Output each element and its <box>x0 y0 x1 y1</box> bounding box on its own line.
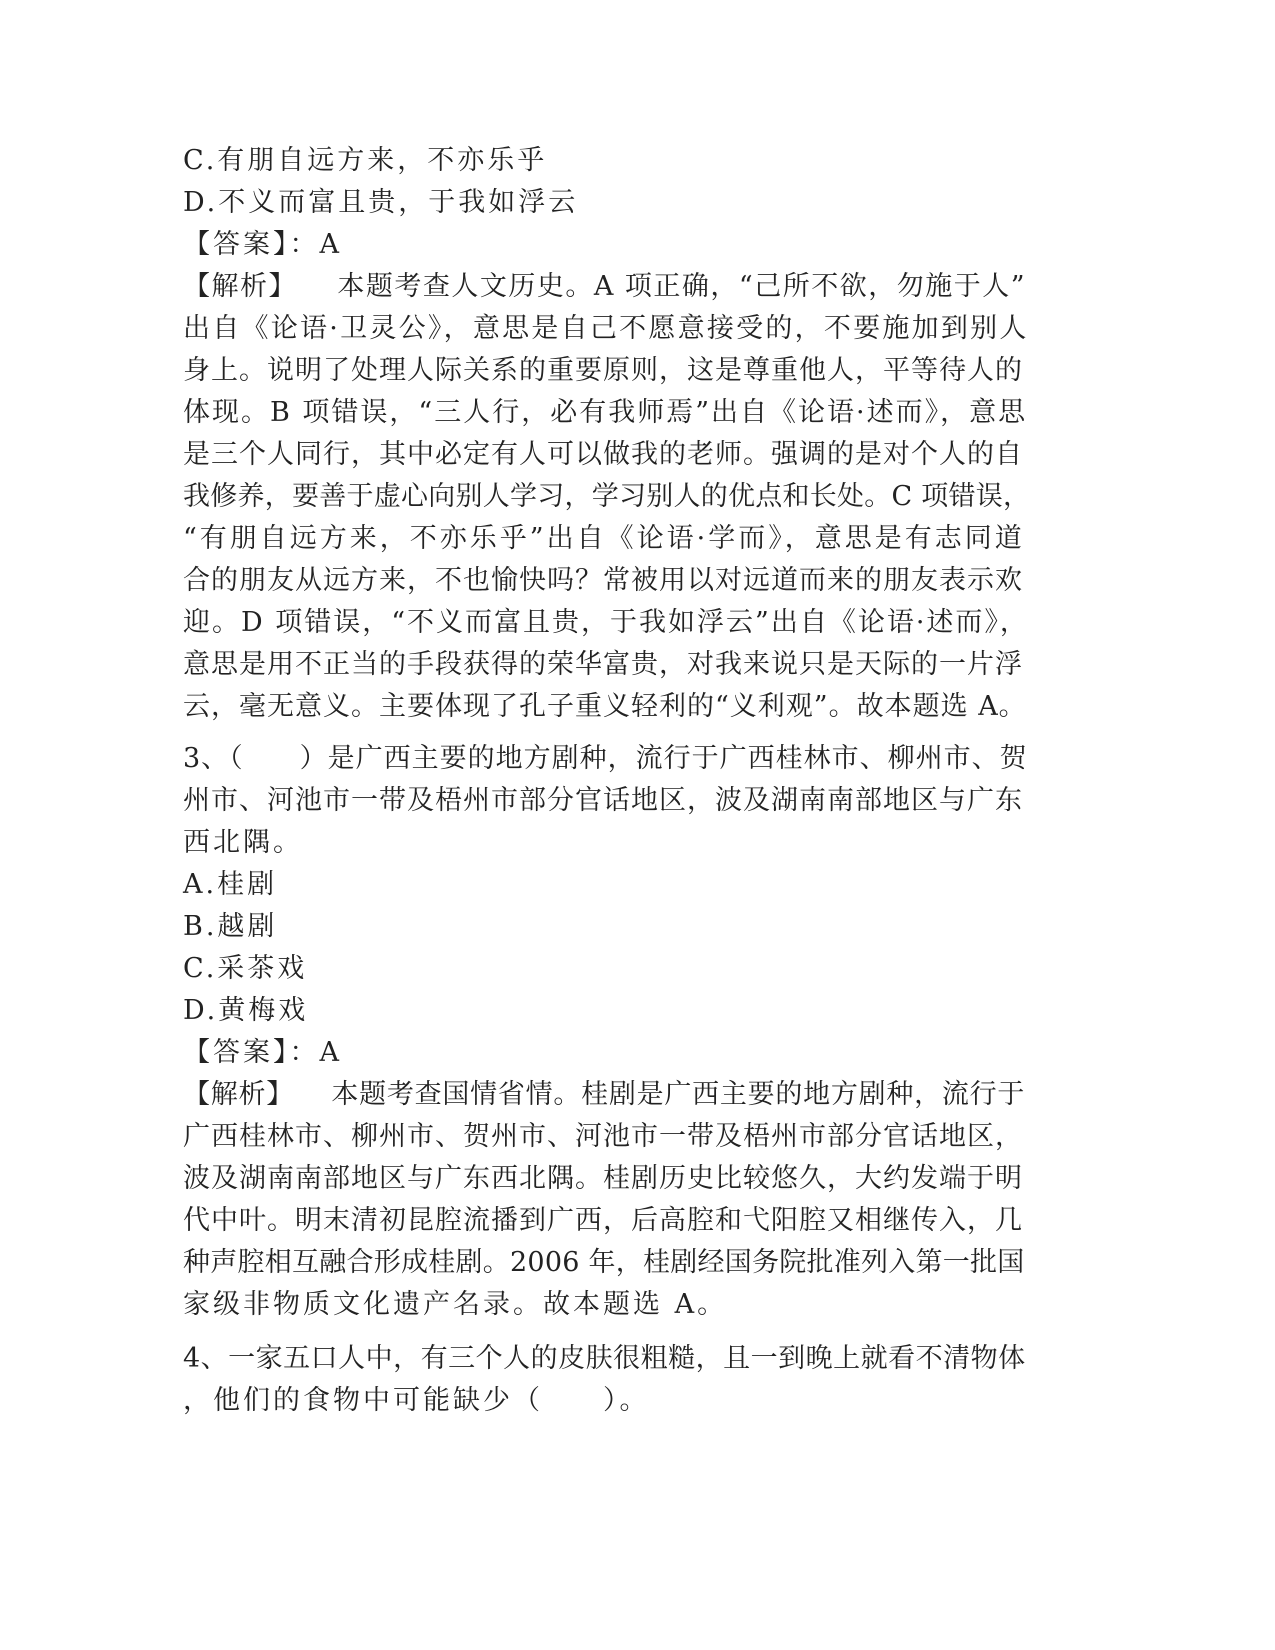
q3-analysis-first-line <box>183 1077 1025 1113</box>
q3-option-b: B.越剧 <box>183 911 278 942</box>
q3-analysis-line: 波及湖南南部地区与广东西北隅。桂剧历史比较悠久，大约发端于明 <box>183 1163 1023 1194</box>
analysis-text: 本题考查人文历史。A 项正确，“己所不欲，勿施于人” <box>337 271 1027 302</box>
q2-option-c: C.有朋自远方来，不亦乐乎 <box>183 145 548 176</box>
q2-analysis-line: 是三个人同行，其中必定有人可以做我的老师。强调的是对个人的自 <box>183 439 1023 470</box>
q2-answer <box>183 227 342 263</box>
q3-stem-line: 3、（ ）是广西主要的地方剧种，流行于广西桂林市、柳州市、贺 <box>183 743 1028 774</box>
analysis-tag: 【解析】 <box>183 271 297 302</box>
q2-option-d: D.不义而富且贵，于我如浮云 <box>183 187 579 218</box>
q3-stem-line: 州市、河池市一带及梧州市部分官话地区，波及湖南南部地区与广东 <box>183 785 1023 816</box>
q3-analysis-line: 家级非物质文化遗产名录。故本题选 A。 <box>183 1289 728 1320</box>
q2-analysis-line: 我修养，要善于虚心向别人学习，学习别人的优点和长处。C 项错误， <box>183 481 1031 512</box>
answer-tag: 【答案】 <box>183 1037 290 1068</box>
q2-analysis-line: “有朋自远方来，不亦乐乎”出自《论语·学而》，意思是有志同道 <box>183 523 1025 554</box>
q2-analysis-line: 体现。B 项错误，“三人行，必有我师焉”出自《论语·述而》，意思 <box>183 397 1028 428</box>
q3-analysis-line: 广西桂林市、柳州市、贺州市、河池市一带及梧州市部分官话地区， <box>183 1121 1023 1152</box>
answer-value: ：A <box>289 229 342 260</box>
q2-analysis-line: 出自《论语·卫灵公》，意思是自己不愿意接受的，不要施加到别人 <box>183 313 1029 344</box>
answer-tag: 【答案】 <box>183 229 290 260</box>
q2-analysis-first-line <box>183 269 1026 305</box>
q3-stem-line: 西北隅。 <box>183 827 303 858</box>
answer-value: ：A <box>289 1037 342 1068</box>
q2-analysis-line: 云，毫无意义。主要体现了孔子重义轻利的“义利观”。故本题选 A。 <box>183 691 1027 722</box>
q3-option-d: D.黄梅戏 <box>183 995 309 1026</box>
q2-analysis-line: 迎。D 项错误，“不义而富且贵，于我如浮云”出自《论语·述而》， <box>183 607 1029 638</box>
q2-analysis-line: 意思是用不正当的手段获得的荣华富贵，对我来说只是天际的一片浮 <box>183 649 1023 680</box>
q2-analysis-line: 身上。说明了处理人际关系的重要原则，这是尊重他人，平等待人的 <box>183 355 1023 386</box>
q3-answer <box>183 1035 342 1071</box>
q3-analysis-line: 种声腔相互融合形成桂剧。2006 年，桂剧经国务院批准列入第一批国 <box>183 1247 1025 1278</box>
analysis-tag: 【解析】 <box>183 1079 294 1110</box>
q3-option-c: C.采茶戏 <box>183 953 308 984</box>
q2-analysis-line: 合的朋友从远方来，不也愉快吗？常被用以对远道而来的朋友表示欢 <box>183 565 1023 596</box>
q4-stem-line: ，他们的食物中可能缺少（ ）。 <box>183 1385 650 1416</box>
analysis-text: 本题考查国情省情。桂剧是广西主要的地方剧种，流行于 <box>331 1079 1026 1110</box>
q3-analysis-line: 代中叶。明末清初昆腔流播到广西，后高腔和弋阳腔又相继传入，几 <box>183 1205 1023 1236</box>
q3-option-a: A.桂剧 <box>183 869 278 900</box>
q4-stem-line: 4、一家五口人中，有三个人的皮肤很粗糙，且一到晚上就看不清物体 <box>183 1343 1026 1374</box>
